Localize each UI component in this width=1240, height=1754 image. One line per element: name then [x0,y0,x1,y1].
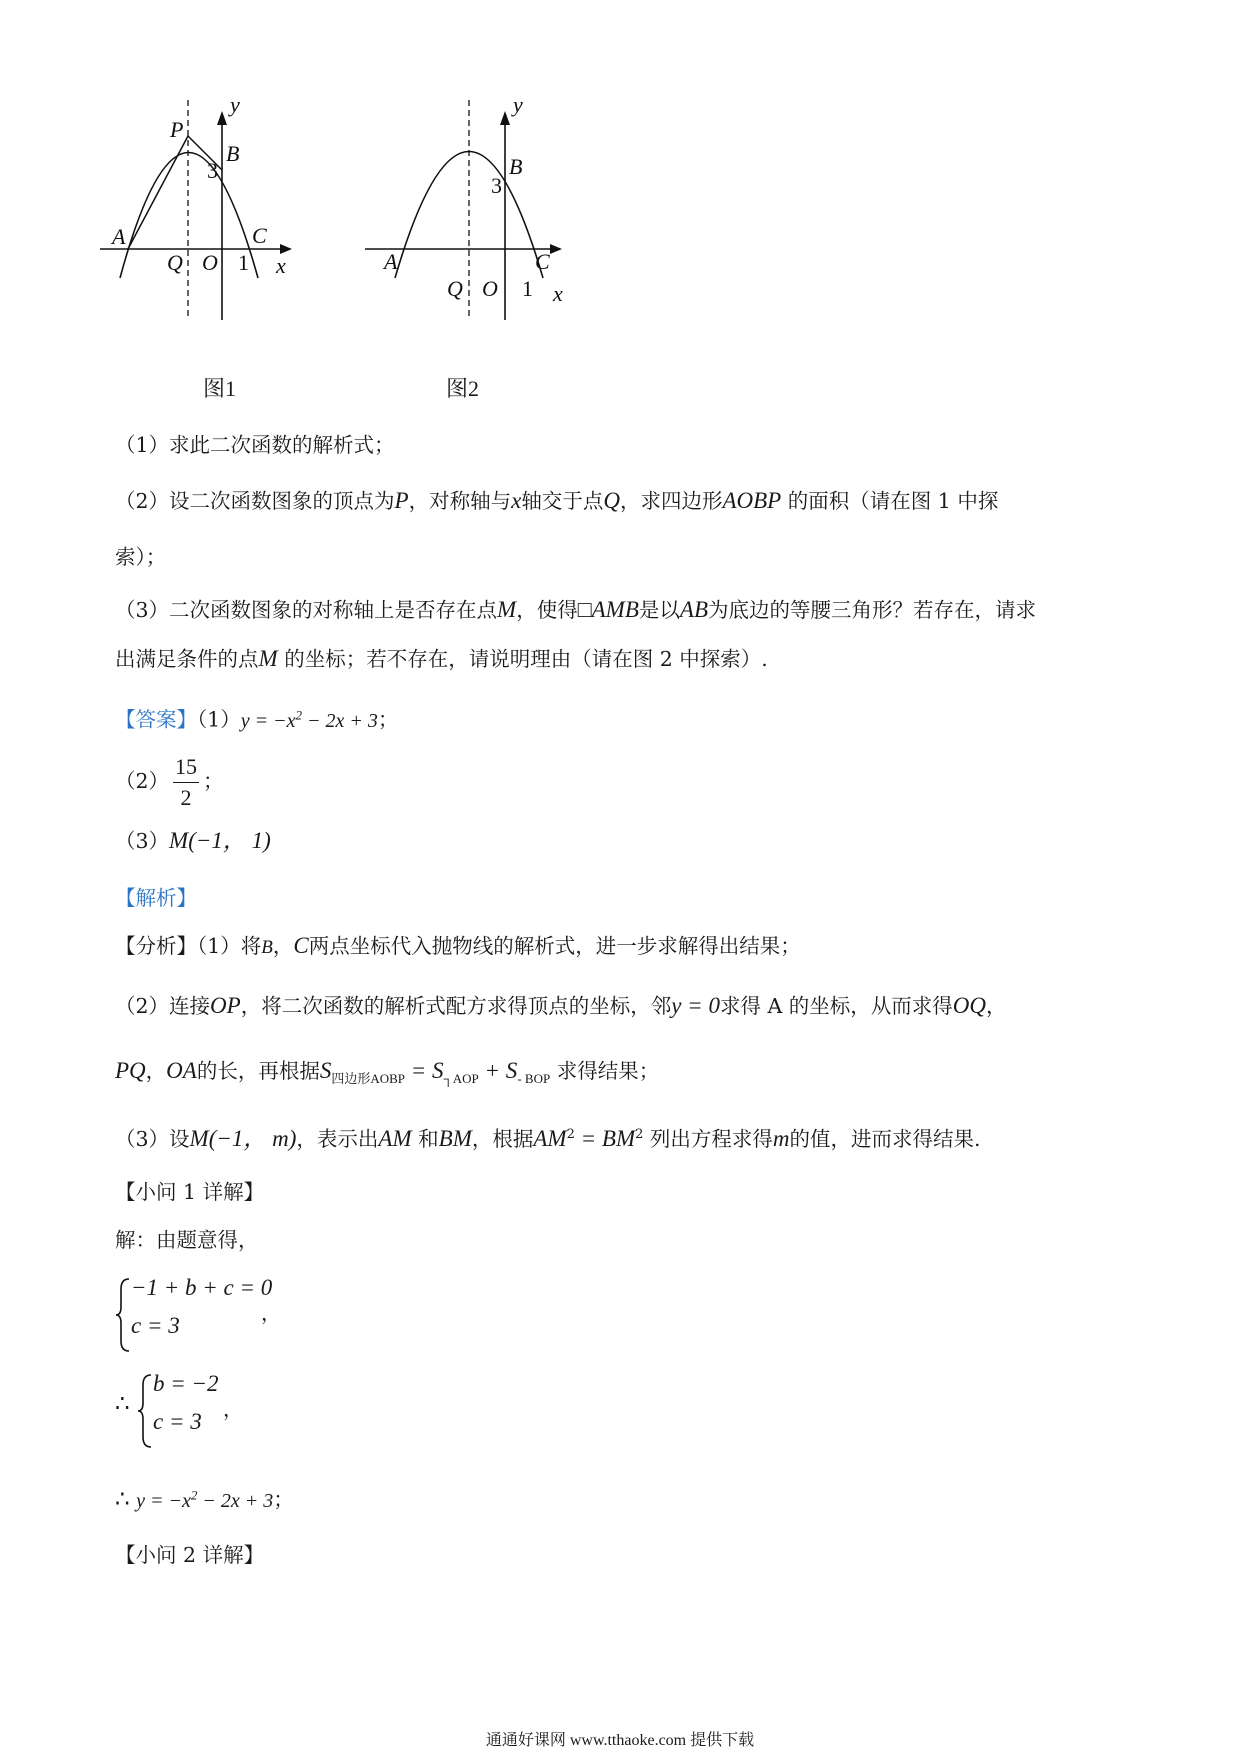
answer-2: （2） $\frac{15}{2}$ ； [115,752,224,813]
brace-icon [137,1373,153,1449]
analysis-2: （2）连接OP，将二次函数的解析式配方求得顶点的坐标，邻y = 0求得 A 的坐标，从而求得OQ， [115,993,1007,1018]
label-A: A [112,224,126,249]
label-y: y [513,95,523,117]
label-1: 1 [522,276,533,301]
label-1: 1 [238,250,249,275]
y-axis-arrow [217,111,227,125]
fraction-15-over-2: $\frac{15}{2}$ [175,754,198,810]
figure-2 [365,95,575,339]
figure-1 [100,95,300,339]
x-axis-arrow [550,244,562,254]
label-Q: Q [447,276,463,301]
segment-PA [128,136,188,249]
equation-system-1: −1 + b + c = 0 c = 3 ， [115,1275,315,1355]
analysis-4: （3）设M(−1， m)，表示出AM 和BM，根据$AM^2 = BM^2$ 列出方程求得m的值，进而求得结果. [115,1125,981,1151]
analysis-1: 【分析】（1）将B，C两点坐标代入抛物线的解析式，进一步求解得出结果； [115,933,801,958]
question-3-cont: 出满足条件的点M 的坐标；若不存在，请说明理由（请在图 2 中探索）. [115,646,768,671]
label-C: C [535,249,550,274]
label-P: P [170,117,184,142]
label-O: O [482,276,498,301]
question-1: （1）求此二次函数的解析式； [115,433,395,457]
equation-system-2: ∴ b = −2 c = 3 ， [115,1371,315,1451]
label-B: B [226,141,240,166]
label-A: A [384,249,398,274]
answer-tag: 【答案】 [115,707,197,732]
label-x: x [276,253,286,278]
label-y: y [230,95,240,117]
detail-1-intro: 解：由题意得， [115,1228,259,1252]
label-3: 3 [207,158,218,183]
y-axis-arrow [500,111,510,125]
question-3: （3）二次函数图象的对称轴上是否存在点M，使得□AMB是以AB为底边的等腰三角形？若存在，请求 [115,597,1036,622]
page-footer: 通通好课网 www.tthaoke.com 提供下载 [485,1732,755,1749]
question-2-cont: 索）； [115,545,167,569]
analysis-3: PQ，OA的长，再根据$S_{四边形AOBP} = S_{┐AOP} + S_{- BOP}$ 求得结果； [115,1058,660,1086]
label-C: C [252,223,267,248]
label-3: 3 [491,173,502,198]
label-B: B [509,154,523,179]
figure-2-caption: 图2 [446,376,480,401]
question-2: （2）设二次函数图象的顶点为P，对称轴与x轴交于点Q，求四边形AOBP 的面积（请在图 1 中探 [115,488,999,513]
brace-icon [115,1277,131,1353]
label-O: O [202,250,218,275]
figure-1-caption: 图1 [203,376,237,401]
label-Q: Q [167,250,183,275]
detail-1-result: ∴ $y = -x^2 - 2x + 3$； [115,1486,294,1512]
detail-1-tag: 【小问 1 详解】 [115,1180,265,1204]
answer-3: （3）M(−1， 1) [115,828,271,853]
analysis-tag: 【解析】 [115,886,197,910]
label-x: x [553,281,563,306]
parabola-graph-1 [100,95,300,335]
answer-1: 【答案】$(1)y = -x^2 - 2x + 3$； [115,707,399,732]
parabola-graph-2 [365,95,575,335]
detail-2-tag: 【小问 2 详解】 [115,1543,265,1567]
